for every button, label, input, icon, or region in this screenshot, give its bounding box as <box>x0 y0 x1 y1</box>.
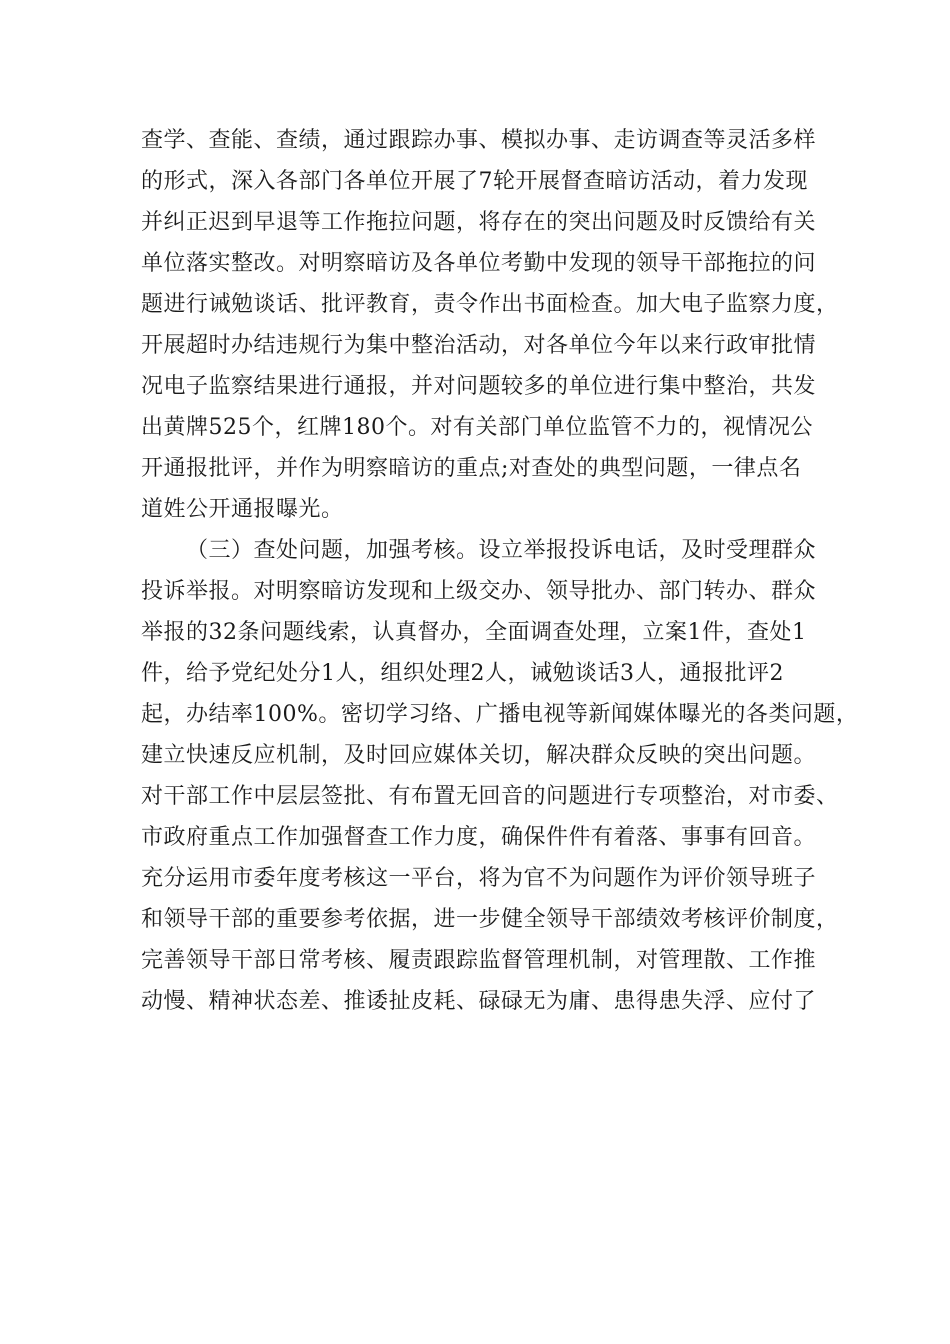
text-line: 和领导干部的重要参考依据，进一步健全领导干部绩效考核评价制度， <box>141 907 839 932</box>
text-line: 件，给予党纪处分1人，组织处理2人，诫勉谈话3人，通报批评2 <box>141 661 784 686</box>
text-line: 充分运用市委年度考核这一平台，将为官不为问题作为评价领导班子 <box>141 866 817 891</box>
text-line: 举报的32条问题线索，认真督办，全面调查处理，立案1件，查处1 <box>141 620 807 645</box>
text-line: 市政府重点工作加强督查工作力度，确保件件有着落、事事有回音。 <box>141 825 817 850</box>
text-line: 单位落实整改。对明察暗访及各单位考勤中发现的领导干部拖拉的问 <box>141 251 817 276</box>
document-body <box>141 120 859 1022</box>
text-line: 建立快速反应机制，及时回应媒体关切，解决群众反映的突出问题。 <box>141 743 817 768</box>
text-line: 开通报批评，并作为明察暗访的重点;对查处的典型问题，一律点名 <box>141 456 802 481</box>
text-line: 题进行诫勉谈话、批评教育，责令作出书面检查。加大电子监察力度， <box>141 292 839 317</box>
text-line: 况电子监察结果进行通报，并对问题较多的单位进行集中整治，共发 <box>141 374 817 399</box>
text-line: 的形式，深入各部门各单位开展了7轮开展督查暗访活动，着力发现 <box>141 169 808 194</box>
text-line: 道姓公开通报曝光。 <box>141 497 344 522</box>
text-line: 投诉举报。对明察暗访发现和上级交办、领导批办、部门转办、群众 <box>141 579 817 604</box>
text-line: 对干部工作中层层签批、有布置无回音的问题进行专项整治，对市委、 <box>141 784 839 809</box>
text-line: 完善领导干部日常考核、履责跟踪监督管理机制，对管理散、工作推 <box>141 948 817 973</box>
text-line: 起，办结率100%。密切学习络、广播电视等新闻媒体曝光的各类问题， <box>141 702 859 727</box>
text-line: 动慢、精神状态差、推诿扯皮耗、碌碌无为庸、患得患失浮、应付了 <box>141 989 817 1014</box>
section-heading-line: （三）查处问题，加强考核。设立举报投诉电话，及时受理群众 <box>186 538 817 563</box>
text-line: 查学、查能、查绩，通过跟踪办事、模拟办事、走访调查等灵活多样 <box>141 128 817 153</box>
text-line: 开展超时办结违规行为集中整治活动，对各单位今年以来行政审批情 <box>141 333 817 358</box>
text-line: 并纠正迟到早退等工作拖拉问题，将存在的突出问题及时反馈给有关 <box>141 210 817 235</box>
text-line: 出黄牌525个，红牌180个。对有关部门单位监管不力的，视情况公 <box>141 415 813 440</box>
